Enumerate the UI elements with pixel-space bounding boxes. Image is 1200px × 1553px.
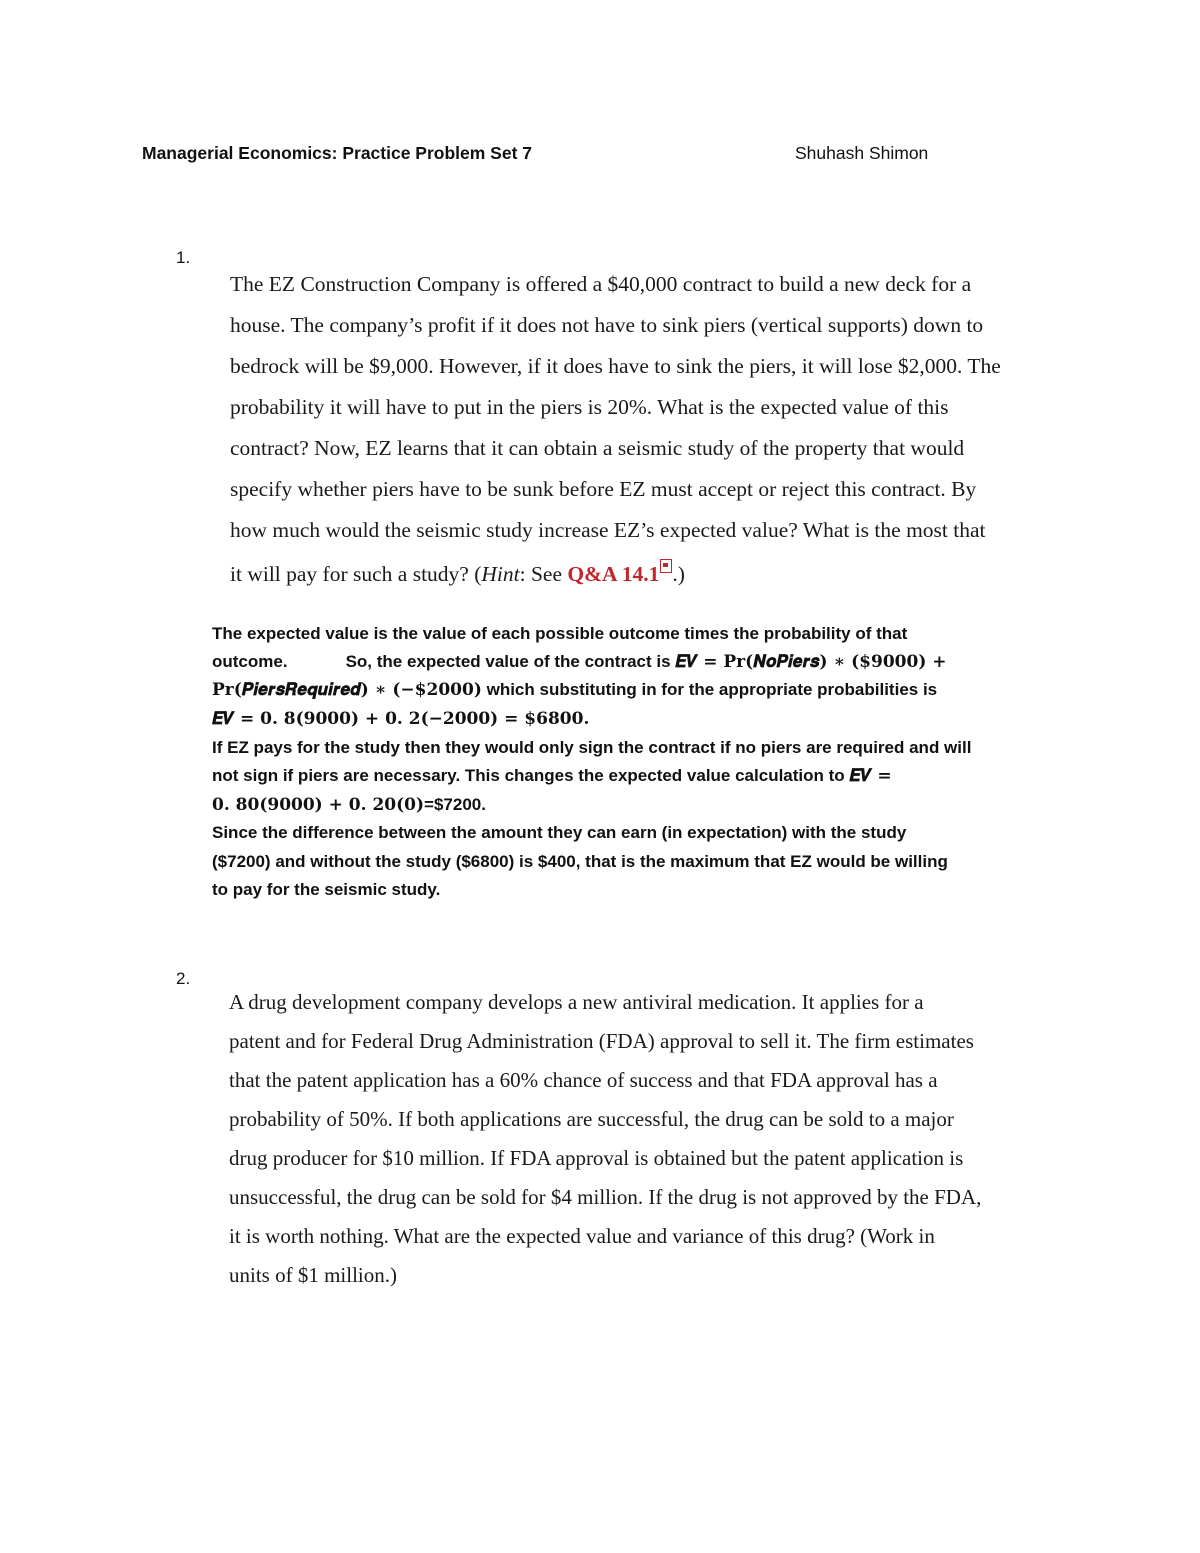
expected-value-formula: 𝑬𝑽 = 𝐏𝐫(𝑵𝒐𝑷𝒊𝒆𝒓𝒔) ∗ ($𝟗𝟎𝟎𝟎) + [675, 652, 947, 672]
question-2-line: unsuccessful, the drug can be sold for $4 million. If the drug is not approved by the FDA, [229, 1185, 982, 1209]
hint-label: Hint [481, 562, 520, 586]
answer-line [212, 766, 892, 786]
answer-line: to pay for the seismic study. [212, 880, 441, 899]
answer-line: The expected value is the value of each possible outcome times the probability of that [212, 624, 908, 643]
author-name: Shuhash Shimon [795, 143, 929, 163]
answer-line [212, 709, 589, 729]
answer-text-fragment: outcome. [212, 652, 288, 671]
question-2-line: that the patent application has a 60% chance of success and that FDA approval has a [229, 1068, 938, 1092]
study-expected-value-formula: 𝑬𝑽 = [849, 766, 892, 786]
question-2-line: A drug development company develops a new antiviral medication. It applies for a [229, 990, 924, 1014]
question-1-line: house. The company’s profit if it does not have to sink piers (vertical supports) down to [230, 313, 984, 337]
question-1-text-fragment: it will pay for such a study? ( [230, 562, 482, 586]
question-2-number: 2. [176, 969, 191, 988]
expected-value-result: 𝑬𝑽 = 𝟎. 𝟖(𝟗𝟎𝟎𝟎) + 𝟎. 𝟐(−𝟐𝟎𝟎𝟎) = $𝟔𝟖𝟎𝟎. [212, 709, 590, 729]
answer-line: If EZ pays for the study then they would only sign the contract if no piers are required and will [212, 738, 972, 757]
question-2-line: drug producer for $10 million. If FDA approval is obtained but the patent application is [229, 1146, 964, 1170]
answer-line: Since the difference between the amount they can earn (in expectation) with the study [212, 823, 907, 842]
question-1-line: probability it will have to put in the piers is 20%. What is the expected value of this [230, 395, 949, 419]
question-1-text-fragment: : See [519, 562, 568, 586]
question-1-line: bedrock will be $9,000. However, if it does have to sink the piers, it will lose $2,000. The [230, 354, 1001, 378]
answer-text-fragment: which substituting in for the appropriate probabilities is [481, 680, 938, 699]
question-1-number: 1. [176, 248, 191, 267]
document-link-icon[interactable] [660, 559, 672, 573]
question-2-line: probability of 50%. If both applications are successful, the drug can be sold to a major [229, 1107, 954, 1131]
answer-line [212, 680, 937, 700]
question-1-line: how much would the seismic study increase EZ’s expected value? What is the most that [230, 518, 986, 542]
document-title: Managerial Economics: Practice Problem Set 7 [142, 143, 533, 163]
answer-text-fragment: So, the expected value of the contract is [345, 652, 676, 671]
question-1-line: The EZ Construction Company is offered a $40,000 contract to build a new deck for a [230, 272, 972, 296]
question-2-line: units of $1 million.) [229, 1263, 397, 1287]
question-1-last-line [230, 559, 685, 587]
document-header [142, 143, 1042, 169]
expected-value-formula-cont: 𝐏𝐫(𝑷𝒊𝒆𝒓𝒔𝑹𝒆𝒒𝒖𝒊𝒓𝒆𝒅) ∗ (−$𝟐𝟎𝟎𝟎) [212, 680, 482, 700]
study-expected-value-formula-cont: 𝟎. 𝟖𝟎(𝟗𝟎𝟎𝟎) + 𝟎. 𝟐𝟎(𝟎) [212, 795, 425, 815]
answer-text-fragment: =$7200. [424, 795, 486, 814]
answer-line [212, 652, 947, 672]
question-1-line: specify whether piers have to be sunk before EZ must accept or reject this contract. By [230, 477, 977, 501]
question-1-text-fragment: .) [672, 562, 685, 586]
question-2-line: patent and for Federal Drug Administration (FDA) approval to sell it. The firm estimates [229, 1029, 974, 1053]
question-2-line: it is worth nothing. What are the expected value and variance of this drug? (Work in [229, 1224, 935, 1248]
question-1-line: contract? Now, EZ learns that it can obtain a seismic study of the property that would [230, 436, 965, 460]
answer-line [212, 795, 486, 815]
answer-text-fragment: not sign if piers are necessary. This changes the expected value calculation to [212, 766, 850, 785]
answer-line: ($7200) and without the study ($6800) is $400, that is the maximum that EZ would be willing [212, 852, 948, 871]
qa-reference-link[interactable]: Q&A 14.1 [567, 562, 660, 586]
